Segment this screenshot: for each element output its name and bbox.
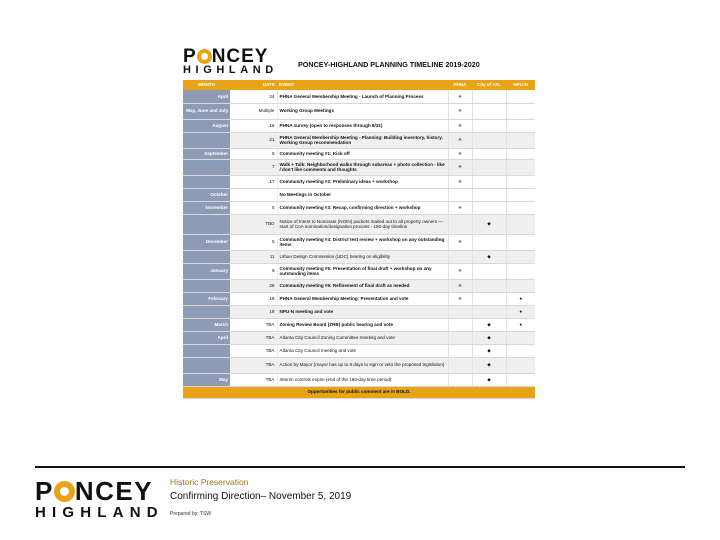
phna-mark: ✳ [448,159,472,175]
event-cell: Atlanta City Council meeting and vote [277,344,448,357]
col-npu: NPU-N [506,80,535,90]
date-cell: TBA [230,318,277,331]
city-mark: ◆ [472,214,506,234]
month-cell: December [183,234,230,250]
phna-mark [448,318,472,331]
table-row [183,357,535,373]
city-mark [472,292,506,305]
month-cell [183,279,230,292]
city-mark [472,103,506,119]
city-mark: ◆ [472,373,506,386]
poncey-highland-logo: P NCEY HIGHLAND [183,46,278,76]
date-cell: 5 [230,148,277,159]
npu-mark [506,331,535,344]
npu-mark [506,344,535,357]
city-mark: ◆ [472,331,506,344]
table-row [183,132,535,148]
city-mark [472,132,506,148]
month-cell: May [183,373,230,386]
city-mark [472,175,506,188]
date-cell: 17 [230,175,277,188]
timeline-rows [183,90,535,386]
city-mark [472,148,506,159]
npu-mark [506,188,535,201]
npu-mark: ● [506,318,535,331]
phna-mark [448,357,472,373]
event-cell: PHNA General Membership Meeting - Planning: Building inventory, history, Working Group recommendation [277,132,448,148]
date-cell: TBA [230,331,277,344]
date-cell: 11 [230,250,277,263]
phna-mark: ✳ [448,119,472,132]
table-row [183,90,535,103]
event-cell: No Meetings in October [277,188,448,201]
col-month: MONTH [183,80,230,90]
month-cell [183,159,230,175]
npu-mark [506,132,535,148]
event-cell: Community meeting #3: Recap, confirming direction + workshop [277,201,448,214]
sun-o-icon [197,49,212,64]
footer-logo: P NCEY HIGHLAND [35,476,164,521]
city-mark: ◆ [472,250,506,263]
city-mark: ◆ [472,318,506,331]
table-row [183,344,535,357]
npu-mark [506,175,535,188]
month-cell [183,214,230,234]
date-cell: 7 [230,159,277,175]
month-cell: April [183,90,230,103]
month-cell: January [183,263,230,279]
phna-mark: ✳ [448,263,472,279]
npu-mark [506,373,535,386]
table-header-row [183,80,535,90]
table-row [183,188,535,201]
sun-o-icon [54,481,75,502]
phna-mark: ✳ [448,90,472,103]
npu-mark [506,214,535,234]
table-row [183,119,535,132]
event-cell: Community meeting #6: Refinement of final draft as needed [277,279,448,292]
npu-mark [506,279,535,292]
month-cell: August [183,119,230,132]
month-cell: September [183,148,230,159]
city-mark [472,188,506,201]
npu-mark [506,159,535,175]
event-cell: Community meeting #2: Preliminary ideas + workshop [277,175,448,188]
city-mark [472,119,506,132]
col-date: DATE [230,80,277,90]
table-row [183,234,535,250]
npu-mark [506,148,535,159]
table-row [183,159,535,175]
npu-mark [506,103,535,119]
date-cell [230,188,277,201]
event-cell: Interim controls expire (end of the 180-day time period) [277,373,448,386]
phna-mark: ✳ [448,201,472,214]
phna-mark: ✳ [448,103,472,119]
table-row [183,103,535,119]
timeline-document [183,47,535,399]
month-cell [183,305,230,318]
city-mark: ◆ [472,344,506,357]
phna-mark [448,344,472,357]
city-mark [472,90,506,103]
city-mark [472,305,506,318]
phna-mark: ✳ [448,279,472,292]
table-row [183,331,535,344]
event-cell: NPU-N meeting and vote [277,305,448,318]
city-mark [472,201,506,214]
date-cell: Multiple [230,103,277,119]
table-row [183,279,535,292]
table-row [183,175,535,188]
phna-mark [448,305,472,318]
month-cell: October [183,188,230,201]
month-cell [183,344,230,357]
document-header [183,47,535,80]
phna-mark: ✳ [448,234,472,250]
npu-mark [506,90,535,103]
month-cell [183,132,230,148]
table-row [183,292,535,305]
event-cell: Urban Design Commission (UDC) hearing on eligibility [277,250,448,263]
footer-main-title: Confirming Direction– November 5, 2019 [170,491,352,502]
phna-mark [448,214,472,234]
city-mark [472,234,506,250]
npu-mark [506,119,535,132]
event-cell: Action by Mayor (mayor has up to 8 days to sign or veto the proposed legislation) [277,357,448,373]
date-cell: TBA [230,357,277,373]
col-event: EVENT [277,80,448,90]
event-cell: Walk + Talk: Neighborhood walks through subareas + photo collection - like / don't like comments and thoughts [277,159,448,175]
date-cell: 19 [230,305,277,318]
date-cell: 18 [230,292,277,305]
footer-note-row [183,386,535,398]
event-cell: Working Group Meetings [277,103,448,119]
phna-mark [448,331,472,344]
table-row [183,373,535,386]
city-mark [472,263,506,279]
phna-mark: ✳ [448,292,472,305]
month-cell: November [183,201,230,214]
table-row [183,201,535,214]
date-cell: 24 [230,90,277,103]
document-title: PONCEY-HIGHLAND PLANNING TIMELINE 2019-2020 [298,60,480,69]
phna-mark: ✳ [448,148,472,159]
footer-prepared-by: Prepared by: TSW [170,511,212,517]
npu-mark [506,250,535,263]
event-cell: Zoning Review Board (ZRB) public hearing and vote [277,318,448,331]
month-cell: May, June and July [183,103,230,119]
public-comment-note: Opportunities for public comment are in BOLD. [183,386,535,398]
phna-mark [448,188,472,201]
event-cell: PHNA survey (open to responses through 8/31) [277,119,448,132]
table-row [183,250,535,263]
month-cell: April [183,331,230,344]
date-cell: 5 [230,234,277,250]
npu-mark [506,234,535,250]
event-cell: PHNA General Membership Meeting: Presentation and vote [277,292,448,305]
phna-mark: ✳ [448,175,472,188]
col-city: City of ATL [472,80,506,90]
npu-mark [506,263,535,279]
col-phna: PHNA [448,80,472,90]
table-row [183,214,535,234]
table-row [183,263,535,279]
city-mark [472,159,506,175]
npu-mark [506,357,535,373]
event-cell: Community meeting #1: Kick off [277,148,448,159]
npu-mark [506,201,535,214]
table-row [183,318,535,331]
event-cell: PHNA General Membership Meeting - Launch of Planning Process [277,90,448,103]
npu-mark: ● [506,292,535,305]
phna-mark [448,250,472,263]
month-cell: March [183,318,230,331]
city-mark: ◆ [472,357,506,373]
event-cell: Notice of Intent to Nominate (NOIN) packets mailed out to all property owners — start of CoA nomination/designation process - 180-day timeline [277,214,448,234]
table-row [183,305,535,318]
event-cell: Community meeting #4: District test review + workshop on any outstanding items [277,234,448,250]
date-cell: 5 [230,201,277,214]
date-cell: 16 [230,119,277,132]
month-cell [183,175,230,188]
event-cell: Atlanta City Council Zoning Committee meeting and vote [277,331,448,344]
month-cell [183,357,230,373]
date-cell: TBD [230,214,277,234]
city-mark [472,279,506,292]
footer-divider [35,466,685,468]
event-cell: Community meeting #5: Presentation of final draft + workshop on any outstanding items [277,263,448,279]
date-cell: TBA [230,373,277,386]
date-cell: 9 [230,263,277,279]
npu-mark: ● [506,305,535,318]
month-cell [183,250,230,263]
date-cell: 21 [230,132,277,148]
table-row [183,148,535,159]
date-cell: 29 [230,279,277,292]
timeline-table [183,80,535,399]
month-cell: February [183,292,230,305]
phna-mark: ✳ [448,132,472,148]
footer-subtitle: Historic Preservation [170,477,249,487]
phna-mark [448,373,472,386]
date-cell: TBA [230,344,277,357]
